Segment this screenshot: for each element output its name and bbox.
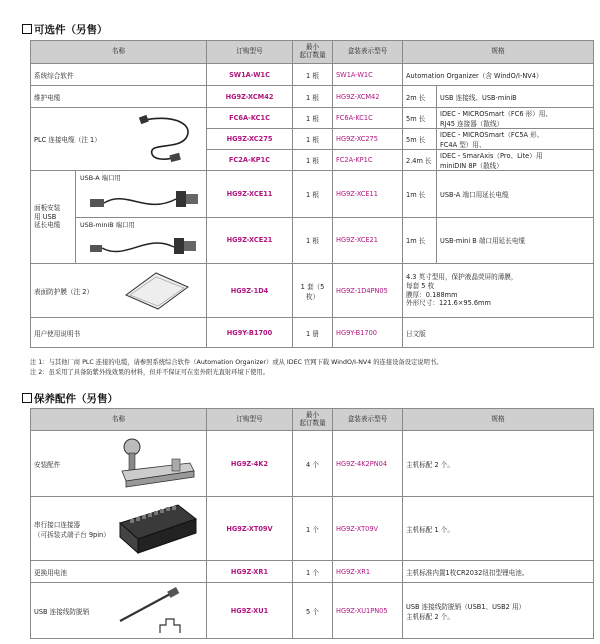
header-order: 订购型号 — [207, 41, 293, 64]
cell-spec: Automation Organizer（含 WindO/I-NV4） — [403, 64, 594, 86]
cell-spec: IDEC・MICROSmart（FC6 形）用、 RJ45 连接器（散线） — [437, 108, 594, 129]
cell-length: 2.4m 长 — [403, 150, 437, 171]
cell-display: FC2A-KP1C — [333, 150, 403, 171]
cell-qty: 1 个 — [293, 561, 333, 583]
maintenance-header-row — [31, 409, 594, 431]
cell-qty: 1 套（5 枚） — [293, 264, 333, 318]
table-row — [31, 318, 594, 348]
cell-order: HG9Z-XCE21 — [207, 217, 293, 264]
cell-length: 1m 长 — [403, 217, 437, 264]
header-spec: 规格 — [403, 409, 594, 431]
plc-cable-image — [138, 112, 200, 167]
options-section-title: 可选件（另售） — [22, 22, 108, 37]
table-row — [31, 561, 594, 583]
usb-minib-cable-image — [86, 227, 206, 263]
cell-qty: 4 个 — [293, 431, 333, 497]
cell-display: HG9Z-1D4PN05 — [333, 264, 403, 318]
cell-order: FC2A-KP1C — [207, 150, 293, 171]
header-display: 盒装表示型号 — [333, 409, 403, 431]
cell-name: 更换用电池 — [31, 561, 207, 583]
cell-qty: 1 根 — [293, 129, 333, 150]
cell-spec: 主机标配 2 个。 — [403, 431, 594, 497]
cell-spec: USB 连接线、USB-miniB — [437, 86, 594, 108]
table-row — [31, 108, 594, 129]
table-row — [31, 64, 594, 86]
cell-display: HG9Z-XT09V — [333, 497, 403, 561]
usb-minib-cell: USB-miniB 端口用 — [76, 218, 206, 263]
cell-qty: 1 根 — [293, 150, 333, 171]
cell-order: FC6A-KC1C — [207, 108, 293, 129]
cell-length: 1m 长 — [403, 171, 437, 218]
usb-a-cell: USB-A 端口用 — [76, 171, 206, 218]
cell-qty: 1 根 — [293, 86, 333, 108]
cell-qty: 1 根 — [293, 64, 333, 86]
cell-order: HG9Z-XU1 — [207, 583, 293, 639]
cell-spec: 主机标准内置1枚CR2032纽扣型锂电池。 — [403, 561, 594, 583]
table-row — [31, 86, 594, 108]
cell-order: HG9Z-XR1 — [207, 561, 293, 583]
cell-spec: USB 连接线防脱销（USB1、USB2 用） 主机标配 2 个。 — [403, 583, 594, 639]
cell-name: 系统综合软件 — [31, 64, 207, 86]
cell-panel-usb — [31, 171, 207, 264]
cell-order: HG9Z-XT09V — [207, 497, 293, 561]
header-display: 盒装表示型号 — [333, 41, 403, 64]
cell-display: SW1A-W1C — [333, 64, 403, 86]
cell-spec: 日文版 — [403, 318, 594, 348]
table-row — [31, 497, 594, 561]
cell-display: HG9Y-B1700 — [333, 318, 403, 348]
cell-qty: 5 个 — [293, 583, 333, 639]
cell-usb-pin-name: USB 连接线防脱销 — [31, 583, 207, 639]
cell-order: HG9Z-XC275 — [207, 129, 293, 150]
cell-film-name: 表面防护膜（注 2） — [31, 264, 207, 318]
square-bullet-icon — [22, 393, 32, 403]
cell-order: HG9Z-XCE11 — [207, 171, 293, 218]
panel-usb-name: 面板安装 用 USB 延长电缆 — [31, 171, 76, 263]
options-header-row — [31, 41, 594, 64]
cell-spec: USB-mini B 端口用延长电缆 — [437, 217, 594, 264]
cell-name: 维护电缆 — [31, 86, 207, 108]
usb-a-cable-image — [86, 181, 206, 217]
cell-display: HG9Z-XCE11 — [333, 171, 403, 218]
cell-display: FC6A-KC1C — [333, 108, 403, 129]
cell-order: SW1A-W1C — [207, 64, 293, 86]
cell-display: HG9Z-XCM42 — [333, 86, 403, 108]
protective-film-image — [122, 269, 192, 313]
cell-qty: 1 根 — [293, 171, 333, 218]
cell-display: HG9Z-XCE21 — [333, 217, 403, 264]
cell-display: HG9Z-XC275 — [333, 129, 403, 150]
cell-name: 用户使用说明书 — [31, 318, 207, 348]
cell-order: HG9Y-B1700 — [207, 318, 293, 348]
cell-spec: 4.3 英寸型用，保护液晶荧屏的薄膜， 每套 5 枚 膜厚：0.188mm 外形尺寸：121.6×95.6mm — [403, 264, 594, 318]
cell-length: 5m 长 — [403, 108, 437, 129]
cell-length: 5m 长 — [403, 129, 437, 150]
square-bullet-icon — [22, 24, 32, 34]
table-row — [31, 264, 594, 318]
cell-mount-name: 安装配件 — [31, 431, 207, 497]
cell-display: HG9Z-XU1PN05 — [333, 583, 403, 639]
cell-length: 2m 长 — [403, 86, 437, 108]
cell-qty: 1 个 — [293, 497, 333, 561]
options-table — [30, 40, 594, 348]
header-name: 名称 — [31, 41, 207, 64]
header-spec: 规格 — [403, 41, 594, 64]
cell-plc-name: PLC 连接电缆（注 1） — [31, 108, 207, 171]
usb-retaining-pin-image — [116, 587, 196, 635]
note-2: 注 2：虽采用了具备防紫外线效果的材料，但并不保证可在室外阳光直射环境下使用。 — [30, 369, 269, 376]
cell-qty: 1 根 — [293, 108, 333, 129]
cell-connector-name: 串行接口连接器 （可拆装式端子台 9pin） — [31, 497, 207, 561]
note-1: 注 1：与其他厂商 PLC 连接的电缆，请参照系统综合软件（Automation Organizer）或从 IDEC 官网下载 WindO/I-NV4 的连接设备设定说明书。 — [30, 359, 443, 366]
maintenance-section-title: 保养配件（另售） — [22, 391, 118, 406]
cell-spec: IDEC・MICROSmart（FC5A 形、 FC4A 型）用、 — [437, 129, 594, 150]
terminal-connector-image — [116, 501, 200, 555]
cell-spec: 主机标配 1 个。 — [403, 497, 594, 561]
maintenance-table — [30, 408, 594, 639]
cell-spec: USB-A 端口用延长电缆 — [437, 171, 594, 218]
table-row — [31, 431, 594, 497]
cell-order: HG9Z-XCM42 — [207, 86, 293, 108]
header-name: 名称 — [31, 409, 207, 431]
cell-qty: 1 册 — [293, 318, 333, 348]
cell-display: HG9Z-4K2PN04 — [333, 431, 403, 497]
header-min-qty: 最小 起订数量 — [293, 409, 333, 431]
mounting-bracket-image — [116, 435, 198, 491]
cell-display: HG9Z-XR1 — [333, 561, 403, 583]
table-row — [31, 171, 594, 218]
cell-qty: 1 根 — [293, 217, 333, 264]
header-order: 订购型号 — [207, 409, 293, 431]
header-min-qty: 最小 起订数量 — [293, 41, 333, 64]
table-row — [31, 583, 594, 639]
cell-spec: IDEC・SmarAxis（Pro、Lite）用 miniDIN 8P（散线） — [437, 150, 594, 171]
cell-order: HG9Z-1D4 — [207, 264, 293, 318]
cell-order: HG9Z-4K2 — [207, 431, 293, 497]
